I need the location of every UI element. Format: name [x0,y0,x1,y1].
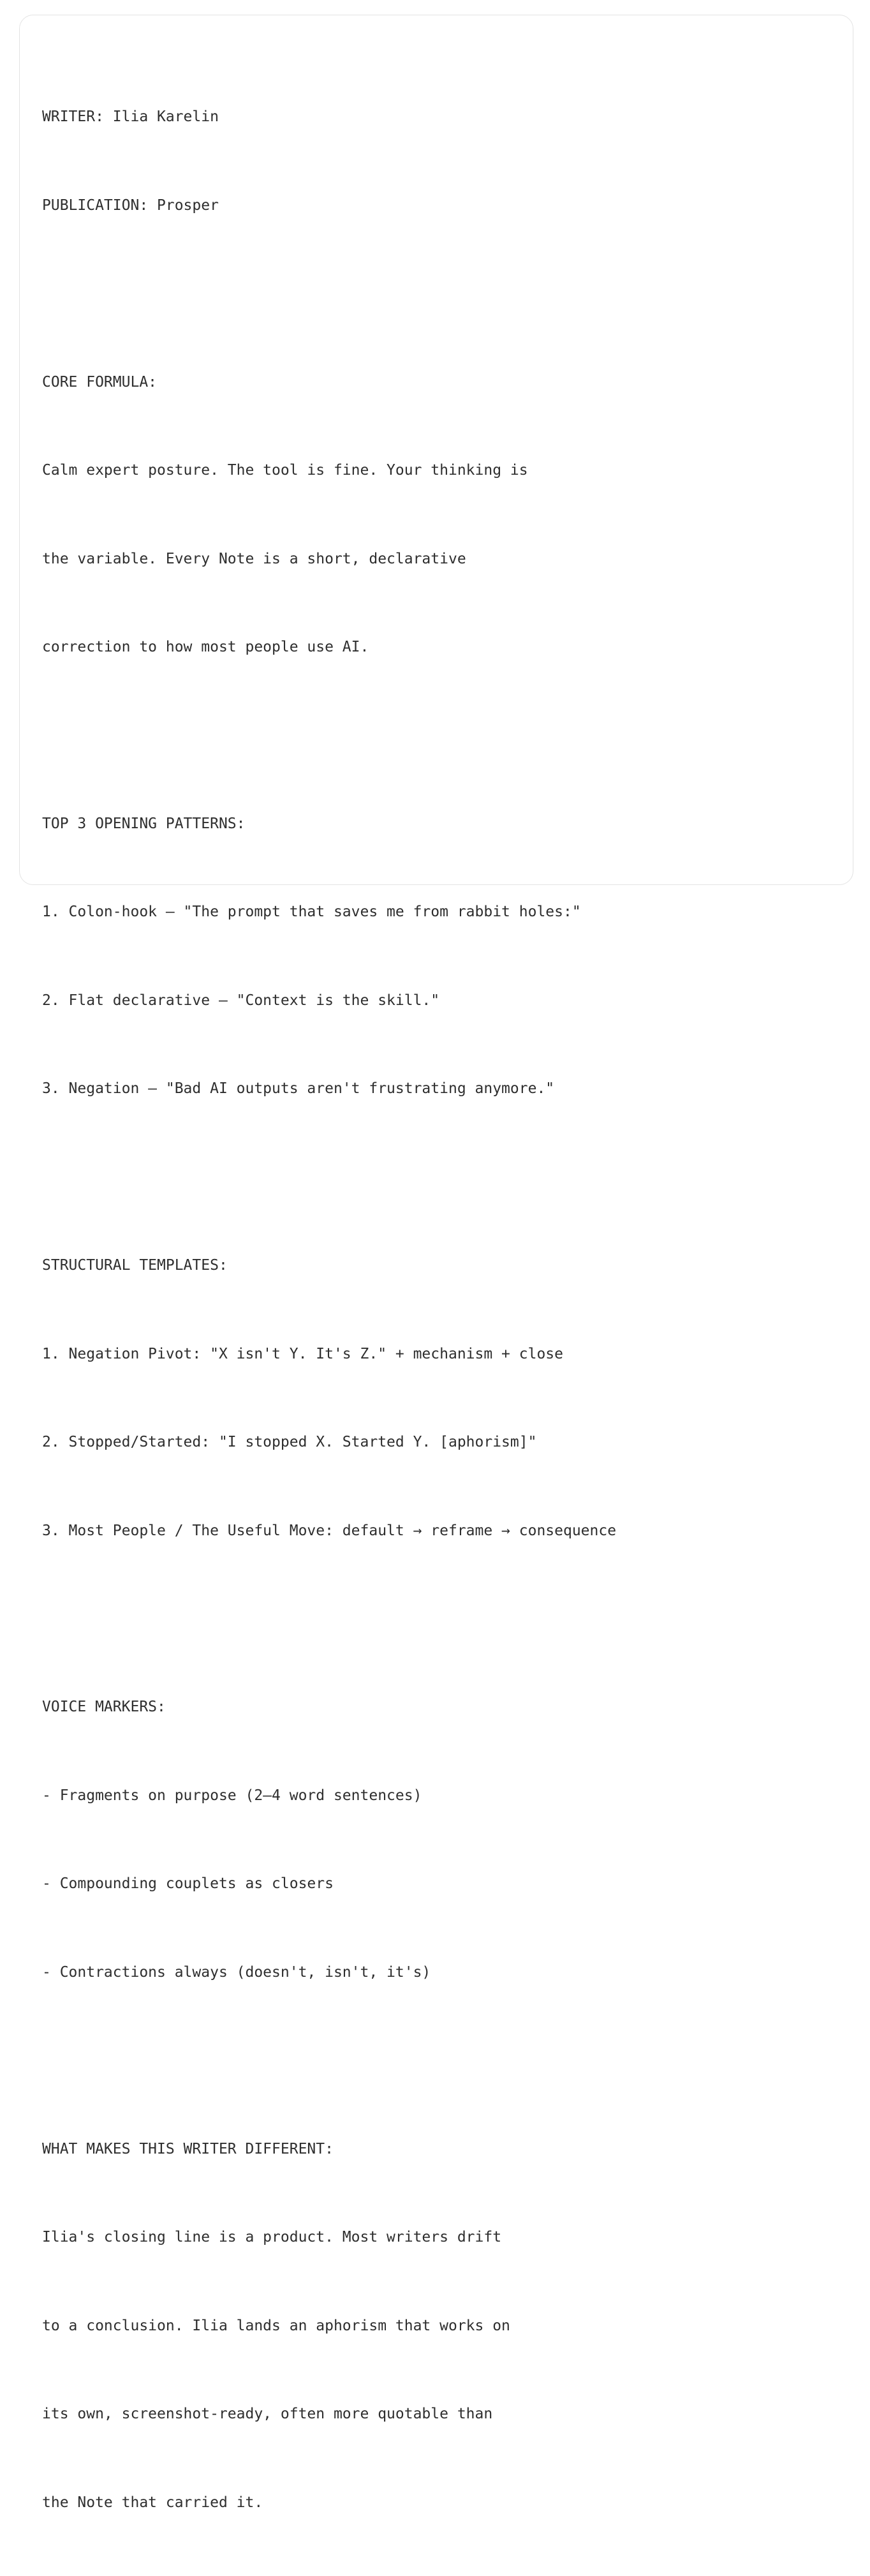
voice-marker-item: - Compounding couplets as closers [42,1875,334,1893]
writer-profile-text [42,43,853,2576]
difference-line: to a conclusion. Ilia lands an aphorism that works on [42,2317,510,2334]
blank-line [42,720,853,750]
voice-markers-heading: VOICE MARKERS: [42,1699,166,1716]
opening-pattern-item: 1. Colon-hook — "The prompt that saves me from rabbit holes:" [42,904,581,921]
structural-templates-heading: STRUCTURAL TEMPLATES: [42,1257,228,1274]
opening-pattern-item: 3. Negation — "Bad AI outputs aren't frustrating anymore." [42,1080,555,1098]
core-formula-line: Calm expert posture. The tool is fine. Your thinking is [42,462,528,479]
difference-line: Ilia's closing line is a product. Most writers drift [42,2229,502,2246]
opening-patterns-heading: TOP 3 OPENING PATTERNS: [42,815,246,832]
blank-line [42,2046,853,2075]
text-card [19,15,853,2511]
blank-line [42,279,853,308]
difference-line: its own, screenshot-ready, often more quotable than [42,2406,493,2423]
blank-line [42,1163,853,1192]
difference-heading: WHAT MAKES THIS WRITER DIFFERENT: [42,2140,334,2157]
structural-template-item: 1. Negation Pivot: "X isn't Y. It's Z." + mechanism + close [42,1345,563,1362]
publication-line: PUBLICATION: Prosper [42,197,219,214]
structural-template-item: 2. Stopped/Started: "I stopped X. Started Y. [aphorism]" [42,1434,537,1451]
structural-template-item: 3. Most People / The Useful Move: default → reframe → consequence [42,1522,617,1539]
core-formula-heading: CORE FORMULA: [42,373,158,391]
voice-marker-item: - Contractions always (doesn't, isn't, it's) [42,1963,431,1981]
opening-pattern-item: 2. Flat declarative — "Context is the skill." [42,992,440,1009]
voice-marker-item: - Fragments on purpose (2–4 word sentences) [42,1787,422,1804]
blank-line [42,1604,853,1634]
difference-line: the Note that carried it. [42,2494,263,2511]
writer-line: WRITER: Ilia Karelin [42,108,219,126]
core-formula-line: the variable. Every Note is a short, declarative [42,550,466,567]
core-formula-line: correction to how most people use AI. [42,639,369,656]
